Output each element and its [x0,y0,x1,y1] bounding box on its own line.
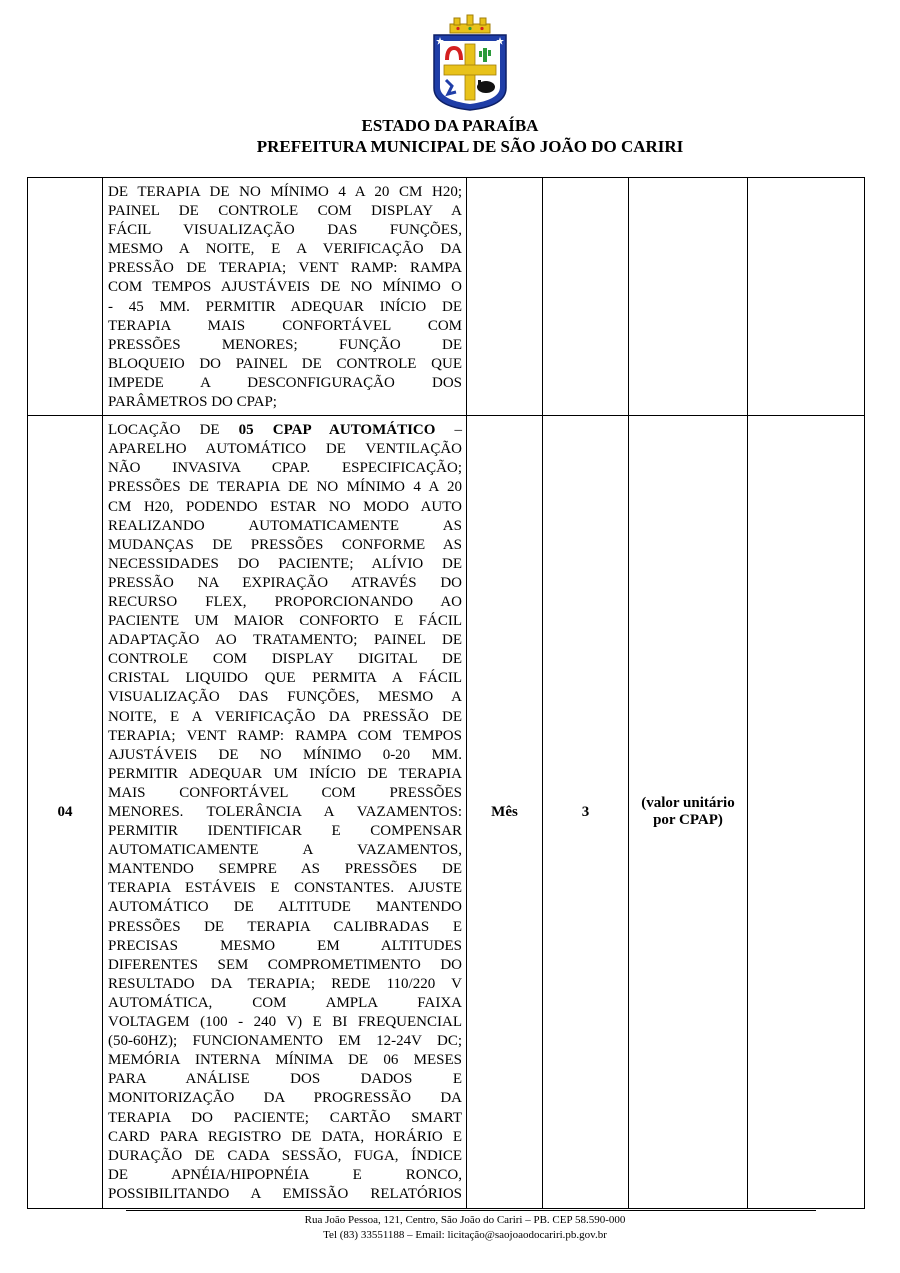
description-dash: – [435,422,463,439]
description-line: PRESSÕES DE TERAPIA DE NO MÍNIMO 4 A 20 [108,479,462,496]
quantity-cell: 3 [543,416,629,1209]
item-number-cell: 04 [28,416,103,1209]
description-line: MEMÓRIA INTERNA MÍNIMA DE 06 MESES [108,1052,462,1069]
description-line: NECESSIDADES DO PACIENTE; ALÍVIO DE [108,555,462,572]
description-line: MENORES. TOLERÂNCIA A VAZAMENTOS: [108,804,462,820]
description-line: VISUALIZAÇÃO DAS FUNÇÕES, MESMO A [108,689,462,706]
description-line: DE TERAPIA DE NO MÍNIMO 4 A 20 CM H20; [108,184,462,200]
footer-divider [126,1210,816,1211]
description-line: CM H20, PODENDO ESTAR NO MODO AUTO [108,498,462,515]
description-line: DIFERENTES SEM COMPROMETIMENTO DO [108,956,462,973]
description-line: MESMO A NOITE, E A VERIFICAÇÃO DA [108,241,462,258]
crown-icon [450,15,490,33]
description-first-line [108,421,462,440]
description-line: AUTOMATICAMENTE A VAZAMENTOS, [108,842,462,859]
description-line: (50-60HZ); FUNCIONAMENTO EM 12-24V DC; [108,1033,462,1050]
description-line: PARÂMETROS DO CPAP; [108,394,277,411]
description-line: MAIS CONFORTÁVEL COM PRESSÕES [108,784,462,801]
description-line: FÁCIL VISUALIZAÇÃO DAS FUNÇÕES, [108,222,462,239]
price-note-cell [629,178,748,416]
description-line: APARELHO AUTOMÁTICO DE VENTILAÇÃO [108,441,462,458]
description-line: REALIZANDO AUTOMATICAMENTE AS [108,517,462,534]
description-line: POSSIBILITANDO A EMISSÃO RELATÓRIOS [108,1185,462,1202]
description-line: MUDANÇAS DE PRESSÕES CONFORME AS [108,536,462,553]
description-line: RESULTADO DA TERAPIA; REDE 110/220 V [108,975,462,992]
description-line: AUTOMÁTICA, COM AMPLA FAIXA [108,994,462,1011]
description-line: PRESSÃO NA EXPIRAÇÃO ATRAVÉS DO [108,574,462,591]
footer-address: Rua João Pessoa, 121, Centro, São João do Cariri – PB. CEP 58.590-000 [304,1214,626,1226]
table-row [28,416,865,1209]
description-line: AUTOMÁTICO DE ALTITUDE MANTENDO [108,899,462,916]
description-line: RECURSO FLEX, PROPORCIONANDO AO [108,593,462,610]
price-note-cell: (valor unitário por CPAP) [629,416,748,1209]
description-line: PRESSÃO DE TERAPIA; VENT RAMP: RAMPA [108,260,462,277]
description-line: MONITORIZAÇÃO DA PROGRESSÃO DA [108,1090,462,1107]
description-line: TERAPIA; VENT RAMP: RAMPA COM TEMPOS [108,727,462,744]
items-table [27,177,865,1209]
description-line: IMPEDE A DESCONFIGURAÇÃO DOS [108,374,462,391]
description-line: BLOQUEIO DO PAINEL DE CONTROLE QUE [108,355,462,372]
description-line: CONTROLE COM DISPLAY DIGITAL DE [108,651,462,668]
unit-cell: Mês [467,416,543,1209]
description-line: PRECISAS MESMO EM ALTITUDES [108,937,462,954]
description-line: PRESSÕES DE TERAPIA CALIBRADAS E [108,918,462,935]
description-line: PERMITIR IDENTIFICAR E COMPENSAR [108,823,462,840]
item-title-bold: 05 CPAP AUTOMÁTICO [238,422,436,439]
description-line: PACIENTE UM MAIOR CONFORTO E FÁCIL [108,613,462,630]
unit-cell [467,178,543,416]
description-line: TERAPIA MAIS CONFORTÁVEL COM [108,317,462,334]
municipal-crest-logo [428,10,512,114]
description-line: AJUSTÁVEIS DE NO MÍNIMO 0-20 MM. [108,746,462,763]
description-line: PAINEL DE CONTROLE COM DISPLAY A [108,203,462,220]
empty-cell [748,416,865,1209]
description-line: DE APNÉIA/HIPOPNÉIA E RONCO, [108,1166,462,1183]
item-description-cell [103,416,467,1209]
description-prefix: LOCAÇÃO DE [108,422,239,439]
description-line: TERAPIA ESTÁVEIS E CONSTANTES. AJUSTE [108,880,462,897]
footer-contact: Tel (83) 33551188 – Email: licitação@saojoaodocariri.pb.gov.br [323,1229,607,1241]
item-number-cell [28,178,103,416]
description-line: TERAPIA DO PACIENTE; CARTÃO SMART [108,1109,462,1126]
description-line: MANTENDO SEMPRE AS PRESSÕES DE [108,861,462,878]
table-row [28,178,865,416]
quantity-cell [543,178,629,416]
header-city-hall: PREFEITURA MUNICIPAL DE SÃO JOÃO DO CARIRI [256,137,684,156]
description-line: NOITE, E A VERIFICAÇÃO DA PRESSÃO DE [108,708,462,725]
description-line: DURAÇÃO DE CADA SESSÃO, FUGA, ÍNDICE [108,1147,462,1164]
empty-cell [748,178,865,416]
description-line: CARD PARA REGISTRO DE DATA, HORÁRIO E [108,1128,462,1145]
description-line: CRISTAL LIQUIDO QUE PERMITA A FÁCIL [108,670,462,687]
description-line: PERMITIR ADEQUAR UM INÍCIO DE TERAPIA [108,765,462,782]
header-state: ESTADO DA PARAÍBA [361,116,539,135]
description-line: ADAPTAÇÃO AO TRATAMENTO; PAINEL DE [108,632,462,649]
description-line: PRESSÕES MENORES; FUNÇÃO DE [108,336,462,353]
item-description-cell [103,178,467,416]
description-line: VOLTAGEM (100 - 240 V) E BI FREQUENCIAL [108,1014,462,1031]
description-line: PARA ANÁLISE DOS DADOS E [108,1071,462,1088]
description-line: NÃO INVASIVA CPAP. ESPECIFICAÇÃO; [108,460,462,477]
description-line: - 45 MM. PERMITIR ADEQUAR INÍCIO DE [108,298,462,315]
description-line: COM TEMPOS AJUSTÁVEIS DE NO MÍNIMO O [108,279,462,296]
